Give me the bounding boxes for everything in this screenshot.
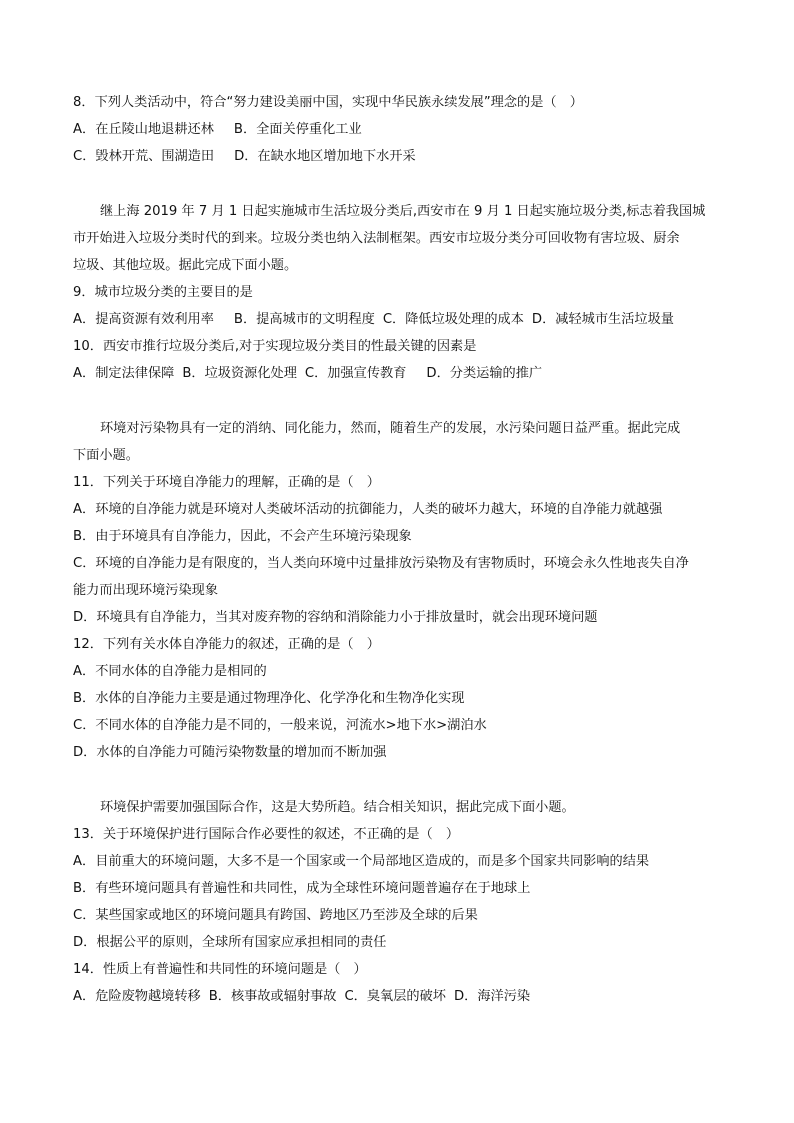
q8-option-b: B．全面关停重化工业 [233, 122, 362, 137]
q9-option-d: D．减轻城市生活垃圾量 [531, 312, 674, 327]
q9-option-b: B．提高城市的文明程度 [233, 312, 375, 327]
q8-stem: 8．下列人类活动中，符合“努力建设美丽中国，实现中华民族永续发展”理念的是（ ） [73, 95, 583, 110]
passage2-line1: 环境对污染物具有一定的消纳、同化能力，然而，随着生产的发展，水污染问题日益严重。据此完成 [100, 421, 681, 436]
q13-stem: 13．关于环境保护进行国际合作必要性的叙述，不正确的是（ ） [73, 827, 460, 842]
q13-option-d: D．根据公平的原则，全球所有国家应承担相同的责任 [73, 935, 387, 950]
passage1-line3: 垃圾、其他垃圾。据此完成下面小题。 [73, 258, 298, 273]
q13-option-b: B．有些环境问题具有普遍性和共同性，成为全球性环境问题普遍存在于地球上 [73, 881, 531, 896]
q9-option-a: A．提高资源有效利用率 [73, 312, 214, 327]
q11-option-c-line1: C．环境的自净能力是有限度的，当人类向环境中过量排放污染物及有害物质时，环境会永久性地丧失自净 [73, 556, 689, 571]
q8-options-row2 [73, 148, 724, 166]
q11-option-b: B．由于环境具有自净能力，因此，不会产生环境污染现象 [73, 529, 412, 544]
q10-stem: 10．西安市推行垃圾分类后,对于实现垃圾分类目的性最关键的因素是 [73, 339, 477, 354]
q14-option-d: D．海洋污染 [453, 989, 531, 1004]
q10-option-b: B．垃圾资源化处理 [182, 366, 297, 381]
q10-options [73, 365, 724, 383]
q14-option-b: B．核事故或辐射事故 [208, 989, 337, 1004]
q13-option-a: A．目前重大的环境问题，大多不是一个国家或一个局部地区造成的，而是多个国家共同影响的结果 [73, 854, 650, 869]
q10-option-a: A．制定法律保障 [73, 366, 175, 381]
q10-option-d: D．分类运输的推广 [426, 366, 543, 381]
q8-options-row1 [73, 121, 724, 139]
passage2-line2: 下面小题。 [73, 448, 139, 463]
q14-option-c: C．臭氧层的破坏 [344, 989, 446, 1004]
q10-option-c: C．加强宣传教育 [304, 366, 407, 381]
q14-stem: 14．性质上有普遍性和共同性的环境问题是（ ） [73, 962, 367, 977]
q14-option-a: A．危险废物越境转移 [73, 989, 201, 1004]
q9-options [73, 311, 724, 329]
passage1-line1: 继上海 2019 年 7 月 1 日起实施城市生活垃圾分类后,西安市在 9 月 1 日起实施垃圾分类,标志着我国城 [100, 204, 706, 219]
q11-option-a: A．环境的自净能力就是环境对人类破坏活动的抗御能力，人类的破坏力越大，环境的自净能力就越强 [73, 502, 663, 517]
q11-option-c-line2: 能力而出现环境污染现象 [73, 583, 219, 598]
passage1-line2: 市开始进入垃圾分类时代的到来。垃圾分类也纳入法制框架。西安市垃圾分类分可回收物有害垃圾、厨余 [73, 231, 680, 246]
q8-option-c: C．毁林开荒、围湖造田 [73, 149, 215, 164]
q9-option-c: C．降低垃圾处理的成本 [382, 312, 524, 327]
q11-option-d: D．环境具有自净能力，当其对废弃物的容纳和消除能力小于排放量时，就会出现环境问题 [73, 610, 598, 625]
q11-stem: 11．下列关于环境自净能力的理解，正确的是（ ） [73, 475, 380, 490]
q12-stem: 12．下列有关水体自净能力的叙述，正确的是（ ） [73, 637, 380, 652]
q8-option-a: A．在丘陵山地退耕还林 [73, 122, 214, 137]
q13-option-c: C．某些国家或地区的环境问题具有跨国、跨地区乃至涉及全球的后果 [73, 908, 478, 923]
q8-option-d: D．在缺水地区增加地下水开采 [234, 149, 416, 164]
q12-option-d: D．水体的自净能力可随污染物数量的增加而不断加强 [73, 745, 387, 760]
q9-stem: 9．城市垃圾分类的主要目的是 [73, 285, 253, 300]
q12-option-c: C．不同水体的自净能力是不同的，一般来说，河流水>地下水>湖泊水 [73, 718, 487, 733]
q12-option-b: B．水体的自净能力主要是通过物理净化、化学净化和生物净化实现 [73, 691, 465, 706]
q12-option-a: A．不同水体的自净能力是相同的 [73, 664, 267, 679]
passage3-line1: 环境保护需要加强国际合作，这是大势所趋。结合相关知识，据此完成下面小题。 [100, 800, 575, 815]
q14-options [73, 988, 724, 1006]
